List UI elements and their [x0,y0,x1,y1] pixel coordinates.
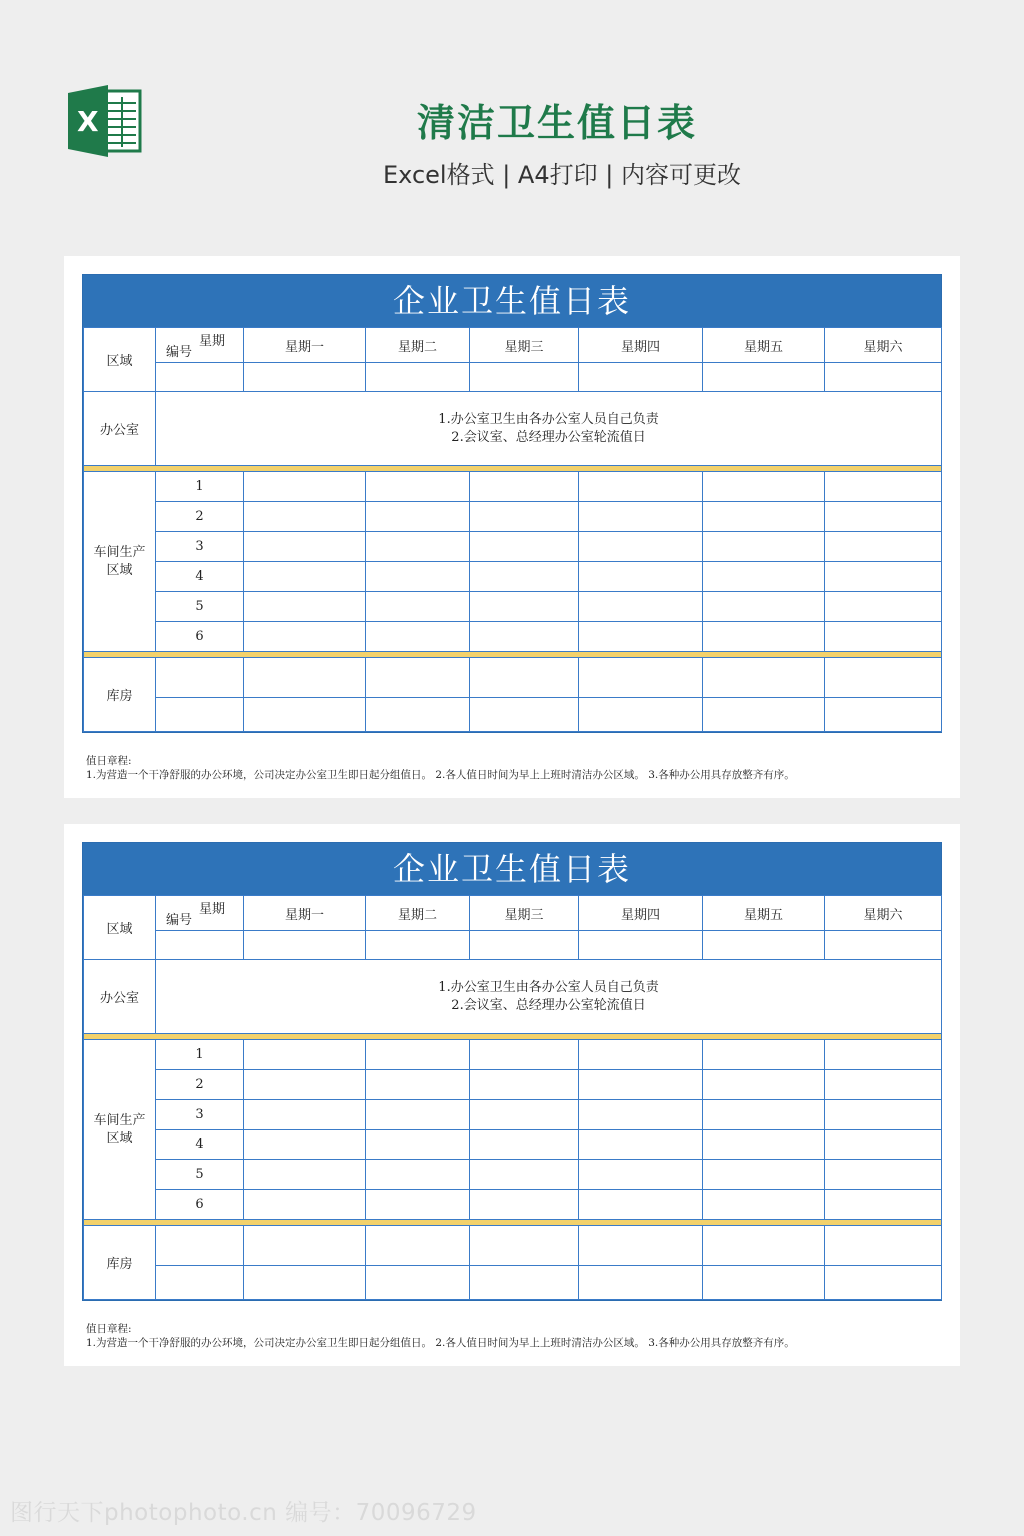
watermark: 图行天下photophoto.cn 编号：70096729 [10,1500,477,1526]
office-note [156,392,942,466]
notes-body: 1.为营造一个干净舒服的办公环境，公司决定办公室卫生即日起分组值日。 2.各人值日时间为早上上班时清洁办公区域。 3.各种办公用具存放整齐有序。 [86,769,795,781]
empty-cell[interactable] [366,472,470,502]
schedule-sheet [82,274,942,733]
empty-cell[interactable] [156,1226,244,1266]
empty-cell[interactable] [244,472,366,502]
day-header: 星期一 [244,896,366,931]
day-header: 星期二 [366,328,470,363]
row-number: 4 [156,1130,244,1160]
warehouse-label: 库房 [84,1226,156,1300]
empty-cell[interactable] [579,562,703,592]
page-header [0,0,1024,220]
empty-cell[interactable] [366,1070,470,1100]
empty-cell[interactable] [470,592,579,622]
row-number: 3 [156,532,244,562]
empty-cell[interactable] [470,1070,579,1100]
row-number: 6 [156,1190,244,1220]
row-number: 4 [156,562,244,592]
area-header: 区域 [84,328,156,392]
empty-cell[interactable] [579,532,703,562]
empty-cell[interactable] [825,622,942,652]
empty-cell[interactable] [470,1190,579,1220]
empty-cell[interactable] [470,1100,579,1130]
empty-cell[interactable] [703,622,825,652]
empty-cell[interactable] [244,363,366,392]
notes-title: 值日章程: [86,755,132,767]
empty-cell[interactable] [703,472,825,502]
number-label: 编号 [166,345,193,360]
svg-text:X: X [77,105,99,138]
empty-cell[interactable] [825,1070,942,1100]
day-header: 星期五 [703,328,825,363]
empty-cell[interactable] [579,622,703,652]
empty-cell[interactable] [579,1226,703,1266]
day-header: 星期三 [470,328,579,363]
empty-cell[interactable] [366,931,470,960]
week-label: 星期 [198,334,225,349]
empty-cell[interactable] [703,562,825,592]
empty-cell[interactable] [579,1040,703,1070]
day-header: 星期五 [703,896,825,931]
empty-cell[interactable] [366,1130,470,1160]
day-header: 星期六 [825,328,942,363]
empty-cell[interactable] [825,1160,942,1190]
page-title: 清洁卫生值日表 [416,101,697,145]
empty-cell[interactable] [244,1266,366,1300]
empty-cell[interactable] [366,562,470,592]
duty-notes [86,1322,946,1350]
empty-cell[interactable] [825,1100,942,1130]
empty-cell[interactable] [703,1266,825,1300]
empty-cell[interactable] [470,1130,579,1160]
empty-cell[interactable] [825,1190,942,1220]
empty-cell[interactable] [244,502,366,532]
office-note [156,960,942,1034]
row-number: 5 [156,1160,244,1190]
empty-cell[interactable] [825,698,942,732]
empty-cell[interactable] [579,1100,703,1130]
empty-cell[interactable] [703,1226,825,1266]
empty-cell[interactable] [470,562,579,592]
number-label: 编号 [166,913,193,928]
empty-cell[interactable] [703,1040,825,1070]
row-number: 5 [156,592,244,622]
empty-cell[interactable] [366,1190,470,1220]
empty-cell[interactable] [579,1070,703,1100]
empty-cell[interactable] [366,1100,470,1130]
empty-cell[interactable] [470,622,579,652]
empty-cell[interactable] [366,658,470,698]
empty-cell[interactable] [156,931,244,960]
diagonal-header [156,896,244,931]
empty-cell[interactable] [579,472,703,502]
row-number: 1 [156,472,244,502]
empty-cell[interactable] [703,658,825,698]
empty-cell[interactable] [366,698,470,732]
empty-cell[interactable] [366,1226,470,1266]
empty-cell[interactable] [366,1266,470,1300]
schedule-table [83,327,942,732]
duty-notes [86,754,946,782]
empty-cell[interactable] [470,698,579,732]
empty-cell[interactable] [470,363,579,392]
empty-cell[interactable] [579,931,703,960]
empty-cell[interactable] [470,1266,579,1300]
empty-cell[interactable] [470,502,579,532]
empty-cell[interactable] [366,592,470,622]
office-note-line-1: 1.办公室卫生由各办公室人员自己负责 [438,411,659,427]
empty-cell[interactable] [825,1266,942,1300]
empty-cell[interactable] [470,532,579,562]
empty-cell[interactable] [703,1190,825,1220]
area-header: 区域 [84,896,156,960]
empty-cell[interactable] [703,1100,825,1130]
empty-cell[interactable] [579,1160,703,1190]
empty-cell[interactable] [156,363,244,392]
row-number: 6 [156,622,244,652]
empty-cell[interactable] [579,363,703,392]
empty-cell[interactable] [156,1266,244,1300]
empty-cell[interactable] [579,502,703,532]
empty-cell[interactable] [703,502,825,532]
row-number: 2 [156,502,244,532]
empty-cell[interactable] [366,502,470,532]
workshop-label: 车间生产区域 [84,472,156,652]
empty-cell[interactable] [244,562,366,592]
empty-cell[interactable] [825,502,942,532]
office-note-line-2: 2.会议室、总经理办公室轮流值日 [451,997,646,1013]
empty-cell[interactable] [244,1226,366,1266]
diagonal-header [156,328,244,363]
empty-cell[interactable] [470,658,579,698]
notes-title: 值日章程: [86,1323,132,1335]
notes-body: 1.为营造一个干净舒服的办公环境，公司决定办公室卫生即日起分组值日。 2.各人值日时间为早上上班时清洁办公区域。 3.各种办公用具存放整齐有序。 [86,1337,795,1349]
page-subtitle: Excel格式 | A4打印 | 内容可更改 [383,161,741,189]
office-note-line-1: 1.办公室卫生由各办公室人员自己负责 [438,979,659,995]
sheet-title: 企业卫生值日表 [83,275,941,327]
empty-cell[interactable] [703,1160,825,1190]
schedule-sheet [82,842,942,1301]
sheet-title: 企业卫生值日表 [83,843,941,895]
empty-cell[interactable] [703,592,825,622]
empty-cell[interactable] [703,698,825,732]
empty-cell[interactable] [366,1160,470,1190]
empty-cell[interactable] [703,532,825,562]
row-number: 2 [156,1070,244,1100]
empty-cell[interactable] [703,1070,825,1100]
empty-cell[interactable] [825,1040,942,1070]
empty-cell[interactable] [825,363,942,392]
empty-cell[interactable] [366,622,470,652]
empty-cell[interactable] [244,1100,366,1130]
empty-cell[interactable] [703,1130,825,1160]
empty-cell[interactable] [244,1040,366,1070]
day-header: 星期一 [244,328,366,363]
day-header: 星期四 [579,896,703,931]
empty-cell[interactable] [825,472,942,502]
empty-cell[interactable] [579,1130,703,1160]
empty-cell[interactable] [156,658,244,698]
empty-cell[interactable] [703,363,825,392]
schedule-table [83,895,942,1300]
empty-cell[interactable] [825,592,942,622]
office-label: 办公室 [84,392,156,466]
schedule-card-2 [64,824,960,1366]
empty-cell[interactable] [579,1190,703,1220]
empty-cell[interactable] [244,931,366,960]
empty-cell[interactable] [579,658,703,698]
empty-cell[interactable] [244,532,366,562]
row-number: 3 [156,1100,244,1130]
workshop-label: 车间生产区域 [84,1040,156,1220]
empty-cell[interactable] [703,931,825,960]
empty-cell[interactable] [470,1160,579,1190]
empty-cell[interactable] [244,698,366,732]
empty-cell[interactable] [244,658,366,698]
empty-cell[interactable] [366,532,470,562]
empty-cell[interactable] [825,532,942,562]
empty-cell[interactable] [825,1130,942,1160]
empty-cell[interactable] [244,592,366,622]
empty-cell[interactable] [825,1226,942,1266]
office-note-line-2: 2.会议室、总经理办公室轮流值日 [451,429,646,445]
empty-cell[interactable] [366,1040,470,1070]
empty-cell[interactable] [244,1160,366,1190]
week-label: 星期 [198,902,225,917]
day-header: 星期二 [366,896,470,931]
day-header: 星期六 [825,896,942,931]
empty-cell[interactable] [470,1040,579,1070]
day-header: 星期四 [579,328,703,363]
empty-cell[interactable] [825,658,942,698]
day-header: 星期三 [470,896,579,931]
empty-cell[interactable] [579,1266,703,1300]
empty-cell[interactable] [579,698,703,732]
empty-cell[interactable] [244,1190,366,1220]
empty-cell[interactable] [470,472,579,502]
empty-cell[interactable] [156,698,244,732]
empty-cell[interactable] [244,1070,366,1100]
row-number: 1 [156,1040,244,1070]
empty-cell[interactable] [470,1226,579,1266]
empty-cell[interactable] [825,931,942,960]
empty-cell[interactable] [366,363,470,392]
schedule-card-1 [64,256,960,798]
empty-cell[interactable] [579,592,703,622]
empty-cell[interactable] [244,1130,366,1160]
empty-cell[interactable] [825,562,942,592]
office-label: 办公室 [84,960,156,1034]
warehouse-label: 库房 [84,658,156,732]
empty-cell[interactable] [470,931,579,960]
empty-cell[interactable] [244,622,366,652]
